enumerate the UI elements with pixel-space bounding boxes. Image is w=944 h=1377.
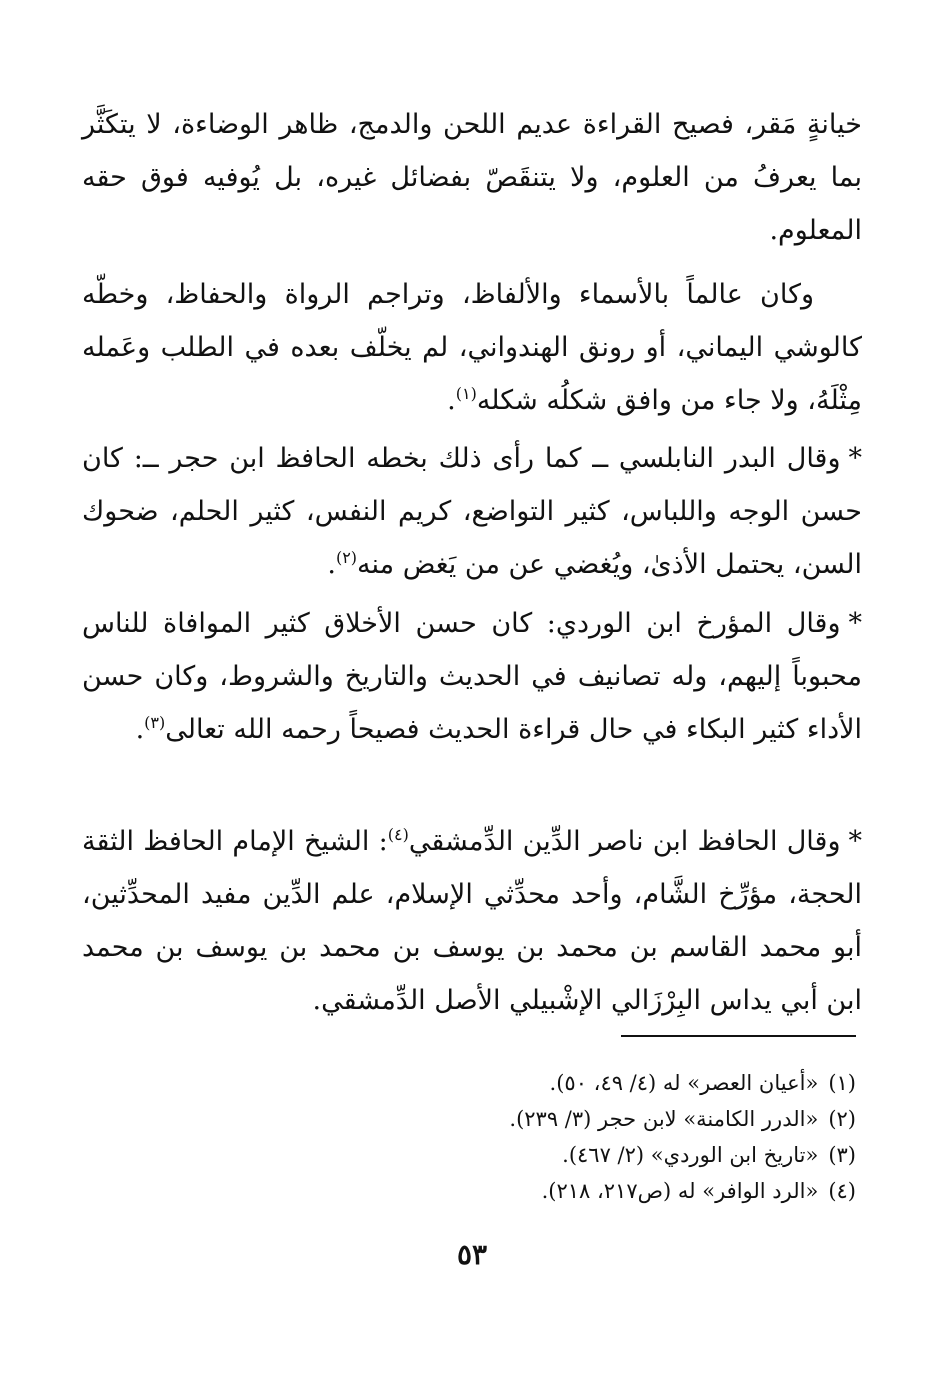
footnote-number: (٣) xyxy=(828,1143,856,1167)
paragraph-2-end: . xyxy=(447,385,456,416)
footnote-item xyxy=(156,1173,856,1209)
footnote-text: «أعيان العصر» له (٤/ ٤٩، ٥٠). xyxy=(549,1071,819,1095)
paragraph-2 xyxy=(82,268,862,427)
footnote-ref-1: (١) xyxy=(455,384,477,403)
paragraph-3-text: وقال البدر النابلسي ــ كما رأى ذلك بخطه الحافظ ابن حجر ــ: كان حسن الوجه واللباس، كثير التواضع، كريم النفس، كثير الحلم، ضحوك السن، يحتمل الأذىٰ، ويُغضي عن من يَغض منه xyxy=(82,443,862,580)
paragraph-1-text: خيانةٍ مَقر، فصيح القراءة عديم اللحن والدمج، ظاهر الوضاءة، لا يتكَثَّر بما يعرفُ من العلوم، ولا يتنقَصّ بفضائل غيره، بل يُوفيه فوق حقه المعلوم. xyxy=(82,109,862,246)
asterisk-icon: * xyxy=(848,826,862,857)
paragraph-4-text: وقال المؤرخ ابن الوردي: كان حسن الأخلاق كثير الموافاة للناس محبوباً إليهم، وله تصانيف في الحديث والتاريخ والشروط، وكان حسن الأداء كثير البكاء في حال قراءة الحديث فصيحاً رحمه الله تعالى xyxy=(82,608,862,745)
paragraph-3-end: . xyxy=(327,549,336,580)
footnote-ref-3: (٣) xyxy=(144,713,166,732)
footnote-number: (١) xyxy=(828,1071,856,1095)
footnote-ref-4: (٤) xyxy=(387,825,409,844)
footnote-text: «الرد الوافر» له (ص٢١٧، ٢١٨). xyxy=(541,1179,819,1203)
footnote-divider xyxy=(621,1035,856,1037)
footnotes-list xyxy=(156,1065,856,1209)
footnote-item xyxy=(156,1065,856,1101)
footnote-text: «الدرر الكامنة» لابن حجر (٣/ ٢٣٩). xyxy=(509,1107,819,1131)
asterisk-icon: * xyxy=(848,608,862,639)
footnote-number: (٤) xyxy=(828,1179,856,1203)
paragraph-5-text-after: : الشيخ الإمام الحافظ الثقة الحجة، مؤرِّخ الشَّام، وأحد محدِّثي الإسلام، علم الدِّين مفيد المحدِّثين، أبو محمد القاسم بن محمد بن يوسف بن محمد بن يوسف بن محمد ابن أبي يداس البِرْزَالي الإشْبيلي الأصل الدِّمشقي. xyxy=(82,826,862,1016)
footnote-item xyxy=(156,1101,856,1137)
paragraph-5 xyxy=(82,815,862,1027)
footnote-text: «تاريخ ابن الوردي» (٢/ ٤٦٧). xyxy=(562,1143,819,1167)
page-number: ٥٣ xyxy=(456,1238,488,1271)
footnote-number: (٢) xyxy=(828,1107,856,1131)
paragraph-2-text: وكان عالماً بالأسماء والألفاظ، وتراجم الرواة والحفاظ، وخطّه كالوشي اليماني، أو رونق الهندواني، لم يخلّف بعده في الطلب وعَمله مِثْلَهُ، ولا جاء من وافق شكلُه شكله xyxy=(82,279,862,416)
paragraph-3 xyxy=(82,432,862,591)
paragraph-1 xyxy=(82,98,862,257)
footnote-ref-2: (٢) xyxy=(335,548,358,567)
footnote-item xyxy=(156,1137,856,1173)
asterisk-icon: * xyxy=(848,443,862,474)
paragraph-4-end: . xyxy=(135,714,145,745)
paragraph-4 xyxy=(82,597,862,756)
paragraph-5-text-before: وقال الحافظ ابن ناصر الدِّين الدِّمشقي xyxy=(408,826,841,857)
